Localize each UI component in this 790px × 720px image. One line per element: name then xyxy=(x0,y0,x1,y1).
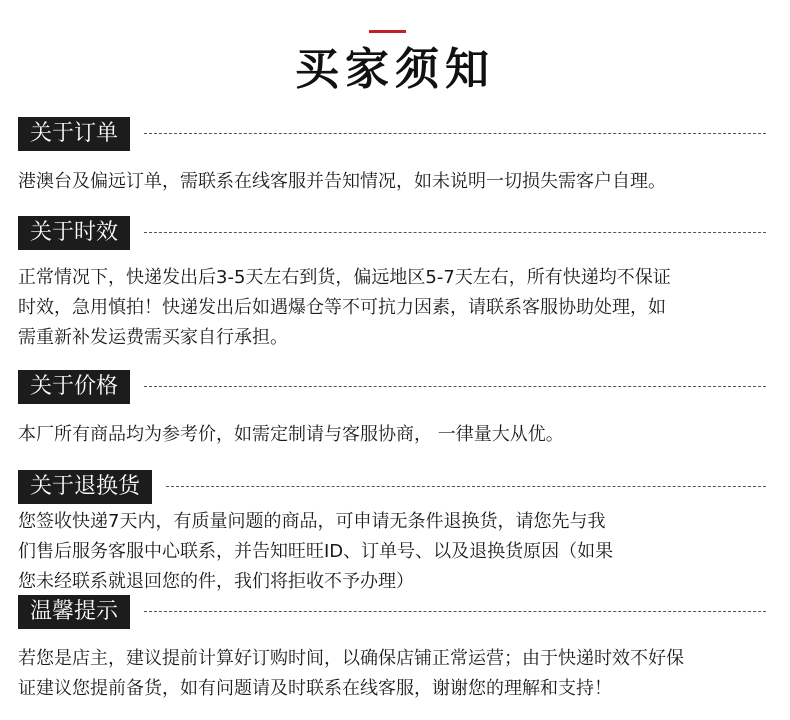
section-body-timeliness xyxy=(18,263,778,353)
body-line: 正常情况下，快递发出后3-5天左右到货，偏远地区5-7天左右，所有快递均不保证 xyxy=(18,267,671,288)
body-line: 港澳台及偏远订单，需联系在线客服并告知情况，如未说明一切损失需客户自理。 xyxy=(18,171,666,192)
section-body-tips xyxy=(18,644,778,704)
section-body-returns xyxy=(18,507,778,597)
section-heading-label: 关于价格 xyxy=(18,370,130,404)
dashed-divider xyxy=(144,611,766,612)
page-title: 买家须知 xyxy=(295,44,495,95)
section-heading-returns xyxy=(18,470,766,504)
section-heading-label: 关于订单 xyxy=(18,117,130,151)
section-heading-label: 温馨提示 xyxy=(18,595,130,629)
body-line: 本厂所有商品均为参考价，如需定制请与客服协商， 一律量大从优。 xyxy=(18,424,564,445)
dashed-divider xyxy=(144,133,766,134)
body-line: 们售后服务客服中心联系，并告知旺旺ID、订单号、以及退换货原因（如果 xyxy=(18,541,614,562)
section-heading-label: 关于退换货 xyxy=(18,470,152,504)
body-line: 证建议您提前备货，如有问题请及时联系在线客服，谢谢您的理解和支持！ xyxy=(18,678,612,699)
dashed-divider xyxy=(144,386,766,387)
body-line: 您签收快递7天内，有质量问题的商品，可申请无条件退换货，请您先与我 xyxy=(18,511,606,532)
body-line: 您未经联系就退回您的件，我们将拒收不予办理） xyxy=(18,571,414,592)
dashed-divider xyxy=(166,486,766,487)
section-heading-label: 关于时效 xyxy=(18,216,130,250)
body-line: 时效，急用慎拍！快递发出后如遇爆仓等不可抗力因素，请联系客服协助处理，如 xyxy=(18,297,666,318)
section-heading-tips xyxy=(18,595,766,629)
body-line: 若您是店主，建议提前计算好订购时间，以确保店铺正常运营；由于快递时效不好保 xyxy=(18,648,684,669)
title-accent-line xyxy=(369,30,406,33)
section-body-price xyxy=(18,420,778,450)
section-heading-price xyxy=(18,370,766,404)
body-line: 需重新补发运费需买家自行承担。 xyxy=(18,327,288,348)
section-heading-timeliness xyxy=(18,216,766,250)
dashed-divider xyxy=(144,232,766,233)
section-heading-order xyxy=(18,117,766,151)
section-body-order xyxy=(18,167,778,197)
